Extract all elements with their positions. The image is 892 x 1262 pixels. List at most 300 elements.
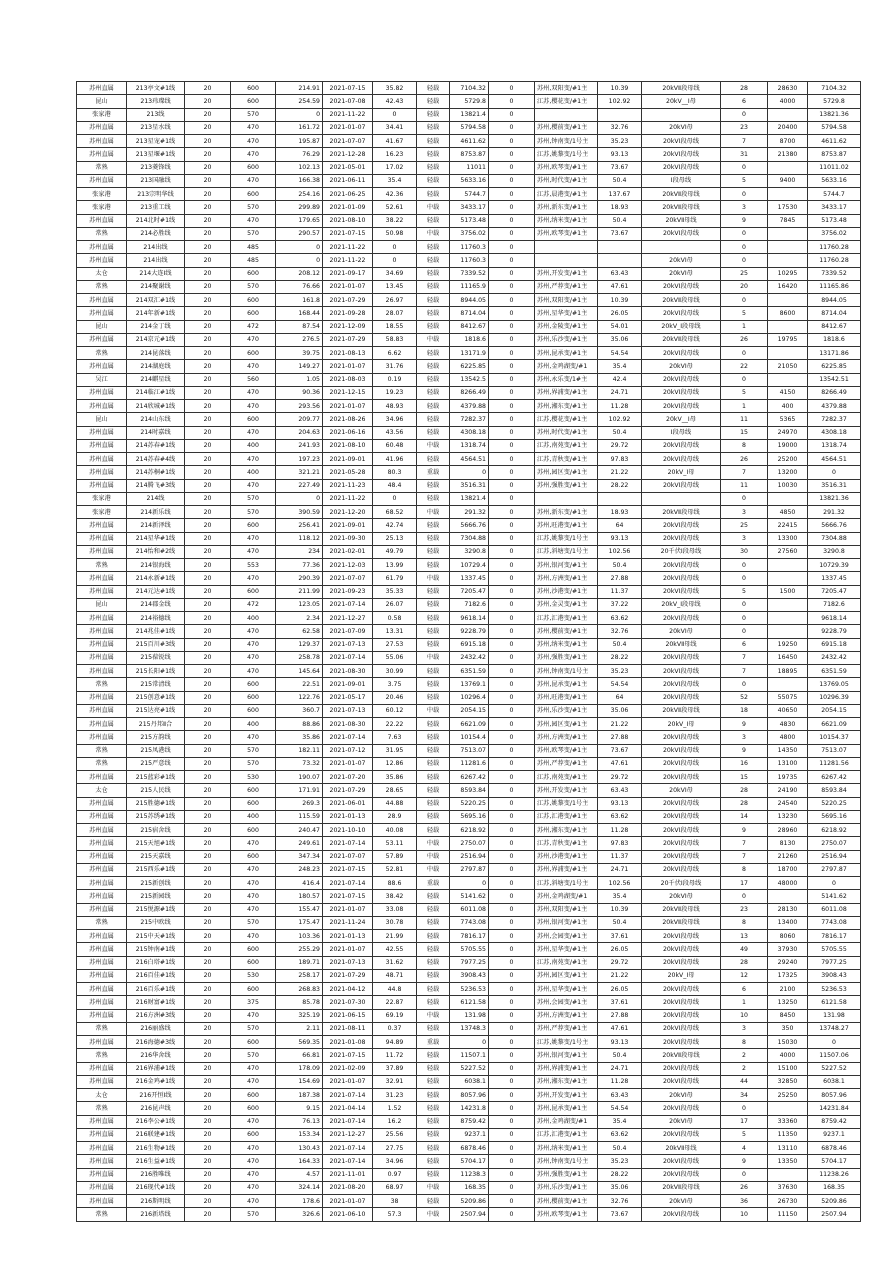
region-cell: 常熟	[77, 757, 127, 770]
overload-cell: 0	[489, 201, 535, 214]
substation-load-cell: 97.83	[598, 453, 642, 466]
user-capacity-cell: 10030	[768, 479, 808, 492]
date-cell: 2021-05-17	[323, 691, 373, 704]
voltage-cell: 20	[185, 691, 231, 704]
date-cell: 2021-01-07	[323, 943, 373, 956]
load-rate-cell: 31.95	[373, 744, 417, 757]
busbar-cell: 20kVⅡ段母线	[642, 1049, 721, 1062]
user-capacity-cell	[768, 347, 808, 360]
date-cell: 2021-12-27	[323, 612, 373, 625]
busbar-cell: 20kVⅡ段母线	[642, 188, 721, 201]
date-cell: 2021-08-10	[323, 439, 373, 452]
load-rate-cell: 50.98	[373, 227, 417, 240]
overload-cell: 0	[489, 506, 535, 519]
substation-cell: 苏州,沙港变/#1主	[535, 585, 598, 598]
available-cell: 2507.94	[808, 1208, 861, 1221]
table-row	[77, 82, 861, 95]
margin-cell: 7104.32	[450, 82, 489, 95]
line-name-cell: 216联建#1线	[127, 1128, 185, 1141]
busbar-cell: 20kVⅡ母线	[642, 214, 721, 227]
available-cell: 6915.18	[808, 638, 861, 651]
substation-cell: 苏州,新东变/#1主	[535, 201, 598, 214]
table-row	[77, 188, 861, 201]
count-cell: 3	[721, 1022, 768, 1035]
date-cell: 2021-08-13	[323, 347, 373, 360]
date-cell: 2021-04-12	[323, 983, 373, 996]
available-cell: 4308.18	[808, 426, 861, 439]
available-cell: 6878.46	[808, 1142, 861, 1155]
load-status-cell: 轻载	[417, 1075, 450, 1088]
busbar-cell: 20kVⅠ段母线	[642, 400, 721, 413]
line-name-cell: 216丽盛线	[127, 1022, 185, 1035]
voltage-cell: 20	[185, 280, 231, 293]
voltage-cell: 20	[185, 744, 231, 757]
voltage-cell: 20	[185, 638, 231, 651]
substation-cell: 苏州,纳米变/#1主	[535, 214, 598, 227]
margin-cell: 7182.6	[450, 598, 489, 611]
available-cell: 6351.59	[808, 665, 861, 678]
load-status-cell: 轻载	[417, 121, 450, 134]
overload-cell: 0	[489, 1168, 535, 1181]
load-rate-cell: 28.9	[373, 810, 417, 823]
substation-cell: 苏州,会园变/#1主	[535, 996, 598, 1009]
substation-cell: 苏州,金灵变/#1主	[535, 598, 598, 611]
table-row	[77, 983, 861, 996]
substation-load-cell: 50.4	[598, 214, 642, 227]
busbar-cell: 20千伏Ⅰ段母线	[642, 545, 721, 558]
substation-cell: 江苏,青秋变/#1主	[535, 837, 598, 850]
substation-cell: 苏州,界浦变/#1主	[535, 386, 598, 399]
user-capacity-cell: 19000	[768, 439, 808, 452]
available-cell: 5633.16	[808, 174, 861, 187]
margin-cell: 6878.46	[450, 1142, 489, 1155]
voltage-cell: 20	[185, 479, 231, 492]
capacity-cell: 400	[231, 439, 276, 452]
date-cell: 2021-01-09	[323, 201, 373, 214]
capacity-cell: 600	[231, 704, 276, 717]
count-cell: 26	[721, 1181, 768, 1194]
current-cell: 103.36	[276, 930, 323, 943]
substation-load-cell: 21.22	[598, 718, 642, 731]
table-row	[77, 373, 861, 386]
available-cell: 5141.62	[808, 890, 861, 903]
user-capacity-cell: 4000	[768, 1049, 808, 1062]
capacity-cell: 600	[231, 850, 276, 863]
substation-load-cell: 35.06	[598, 333, 642, 346]
table-row	[77, 916, 861, 929]
load-rate-cell: 34.41	[373, 121, 417, 134]
margin-cell: 10154.4	[450, 731, 489, 744]
load-rate-cell: 42.74	[373, 519, 417, 532]
line-name-cell: 216金鸡#1线	[127, 1075, 185, 1088]
region-cell: 苏州直属	[77, 307, 127, 320]
margin-cell: 11281.6	[450, 757, 489, 770]
table-row	[77, 161, 861, 174]
current-cell: 240.47	[276, 824, 323, 837]
overload-cell: 0	[489, 95, 535, 108]
table-row	[77, 439, 861, 452]
substation-load-cell: 63.62	[598, 810, 642, 823]
count-cell: 0	[721, 254, 768, 267]
line-name-cell: 213玮璨线	[127, 95, 185, 108]
load-rate-cell: 32.91	[373, 1075, 417, 1088]
current-cell: 293.56	[276, 400, 323, 413]
busbar-cell: 20kVⅡ段母线	[642, 82, 721, 95]
voltage-cell: 20	[185, 333, 231, 346]
current-cell: 360.7	[276, 704, 323, 717]
load-rate-cell: 42.36	[373, 188, 417, 201]
load-rate-cell: 60.48	[373, 439, 417, 452]
load-rate-cell: 0	[373, 492, 417, 505]
load-status-cell: 轻载	[417, 890, 450, 903]
voltage-cell: 20	[185, 1075, 231, 1088]
margin-cell: 14231.8	[450, 1102, 489, 1115]
count-cell: 8	[721, 916, 768, 929]
capacity-cell: 560	[231, 373, 276, 386]
load-rate-cell: 31.62	[373, 956, 417, 969]
busbar-cell: Ⅰ段母线	[642, 174, 721, 187]
substation-cell: 江苏,姚黎变/1号主	[535, 532, 598, 545]
available-cell: 14231.84	[808, 1102, 861, 1115]
margin-cell: 13821.4	[450, 108, 489, 121]
table-row	[77, 797, 861, 810]
available-cell: 0	[808, 466, 861, 479]
capacity-cell: 400	[231, 466, 276, 479]
busbar-cell: 20kVⅠ段母线	[642, 678, 721, 691]
substation-load-cell: 73.67	[598, 1208, 642, 1221]
load-status-cell: 重载	[417, 466, 450, 479]
date-cell: 2021-07-29	[323, 294, 373, 307]
substation-cell	[535, 492, 598, 505]
line-name-cell: 214新乐线	[127, 506, 185, 519]
load-rate-cell: 0.19	[373, 373, 417, 386]
margin-cell: 5666.76	[450, 519, 489, 532]
voltage-cell: 20	[185, 453, 231, 466]
load-status-cell: 轻载	[417, 916, 450, 929]
substation-cell: 苏州,星华变/#1主	[535, 943, 598, 956]
date-cell: 2021-09-28	[323, 307, 373, 320]
load-status-cell: 轻载	[417, 294, 450, 307]
region-cell: 苏州直属	[77, 386, 127, 399]
user-capacity-cell	[768, 678, 808, 691]
margin-cell: 5220.25	[450, 797, 489, 810]
date-cell: 2021-01-13	[323, 810, 373, 823]
user-capacity-cell	[768, 108, 808, 121]
user-capacity-cell: 7845	[768, 214, 808, 227]
user-capacity-cell: 17325	[768, 969, 808, 982]
capacity-cell: 470	[231, 651, 276, 664]
count-cell: 3	[721, 532, 768, 545]
voltage-cell: 20	[185, 466, 231, 479]
capacity-cell: 470	[231, 1155, 276, 1168]
current-cell: 324.14	[276, 1181, 323, 1194]
busbar-cell: 20kVⅡ母线	[642, 1142, 721, 1155]
margin-cell: 8759.42	[450, 1115, 489, 1128]
substation-cell: 江苏,樱花变/#1主	[535, 413, 598, 426]
substation-cell: 苏州,金鸡湖变/#1	[535, 360, 598, 373]
count-cell: 34	[721, 1089, 768, 1102]
substation-cell: 江苏,南苑变/#1主	[535, 956, 598, 969]
load-status-cell: 中载	[417, 439, 450, 452]
substation-load-cell: 63.43	[598, 267, 642, 280]
voltage-cell: 20	[185, 916, 231, 929]
capacity-cell: 470	[231, 1142, 276, 1155]
region-cell: 苏州直属	[77, 466, 127, 479]
current-cell: 299.89	[276, 201, 323, 214]
current-cell: 211.99	[276, 585, 323, 598]
available-cell: 3290.8	[808, 545, 861, 558]
load-status-cell: 轻载	[417, 386, 450, 399]
date-cell: 2021-11-22	[323, 108, 373, 121]
count-cell: 0	[721, 1102, 768, 1115]
region-cell: 苏州直属	[77, 996, 127, 1009]
line-name-cell: 215严意线	[127, 757, 185, 770]
line-name-cell: 216昆声线	[127, 1102, 185, 1115]
margin-cell: 5705.55	[450, 943, 489, 956]
region-cell: 苏州直属	[77, 983, 127, 996]
overload-cell: 0	[489, 347, 535, 360]
overload-cell: 0	[489, 466, 535, 479]
line-name-cell: 213亭文#1线	[127, 82, 185, 95]
user-capacity-cell: 16450	[768, 651, 808, 664]
substation-cell: 苏州,界浦变/#1主	[535, 863, 598, 876]
busbar-cell: 20kVⅠ段母线	[642, 691, 721, 704]
user-capacity-cell: 21260	[768, 850, 808, 863]
user-capacity-cell: 8450	[768, 1009, 808, 1022]
load-rate-cell: 57.3	[373, 1208, 417, 1221]
date-cell: 2021-06-10	[323, 1208, 373, 1221]
substation-cell: 苏州,沙港变/#1主	[535, 850, 598, 863]
table-row	[77, 863, 861, 876]
load-rate-cell: 26.07	[373, 598, 417, 611]
capacity-cell: 470	[231, 148, 276, 161]
table-row	[77, 824, 861, 837]
margin-cell: 7743.08	[450, 916, 489, 929]
current-cell: 66.81	[276, 1049, 323, 1062]
load-status-cell: 轻载	[417, 108, 450, 121]
current-cell: 9.15	[276, 1102, 323, 1115]
region-cell: 苏州直属	[77, 1181, 127, 1194]
line-name-cell: 215凤港线	[127, 744, 185, 757]
available-cell: 8057.96	[808, 1089, 861, 1102]
substation-cell: 苏州,银河变/#1主	[535, 1049, 598, 1062]
current-cell: 0	[276, 241, 323, 254]
margin-cell: 8593.84	[450, 784, 489, 797]
overload-cell: 0	[489, 227, 535, 240]
voltage-cell: 20	[185, 943, 231, 956]
substation-load-cell: 10.39	[598, 903, 642, 916]
load-status-cell: 轻载	[417, 545, 450, 558]
count-cell: 7	[721, 837, 768, 850]
region-cell: 张家港	[77, 492, 127, 505]
count-cell: 5	[721, 1128, 768, 1141]
load-rate-cell: 13.99	[373, 559, 417, 572]
line-name-cell: 216财富#1线	[127, 996, 185, 1009]
substation-load-cell: 29.72	[598, 771, 642, 784]
load-rate-cell: 60.12	[373, 704, 417, 717]
available-cell: 4379.88	[808, 400, 861, 413]
margin-cell: 11238.3	[450, 1168, 489, 1181]
count-cell: 11	[721, 479, 768, 492]
margin-cell: 7977.25	[450, 956, 489, 969]
load-status-cell: 中载	[417, 201, 450, 214]
date-cell: 2021-07-29	[323, 784, 373, 797]
margin-cell: 4564.51	[450, 453, 489, 466]
count-cell: 0	[721, 890, 768, 903]
region-cell: 苏州直属	[77, 1075, 127, 1088]
available-cell: 6011.08	[808, 903, 861, 916]
overload-cell: 0	[489, 559, 535, 572]
region-cell: 苏州直属	[77, 691, 127, 704]
margin-cell: 3433.17	[450, 201, 489, 214]
count-cell: 5	[721, 174, 768, 187]
capacity-cell: 470	[231, 360, 276, 373]
substation-cell: 江苏,南苑变/#1主	[535, 771, 598, 784]
count-cell: 23	[721, 121, 768, 134]
user-capacity-cell: 48000	[768, 877, 808, 890]
substation-cell: 江苏,汇港变/#1主	[535, 1128, 598, 1141]
voltage-cell: 20	[185, 241, 231, 254]
overload-cell: 0	[489, 797, 535, 810]
count-cell: 36	[721, 1195, 768, 1208]
line-name-cell: 216斯明线	[127, 1195, 185, 1208]
load-rate-cell: 0	[373, 241, 417, 254]
line-name-cell: 213星堰#1线	[127, 148, 185, 161]
load-status-cell: 中载	[417, 651, 450, 664]
line-name-cell: 216生益#1线	[127, 1155, 185, 1168]
substation-cell: 江苏,姚黎变/1号主	[535, 148, 598, 161]
current-cell: 129.37	[276, 638, 323, 651]
voltage-cell: 20	[185, 82, 231, 95]
overload-cell: 0	[489, 373, 535, 386]
user-capacity-cell: 10295	[768, 267, 808, 280]
overload-cell: 0	[489, 877, 535, 890]
count-cell: 7	[721, 850, 768, 863]
user-capacity-cell: 350	[768, 1022, 808, 1035]
load-status-cell: 中载	[417, 506, 450, 519]
region-cell: 苏州直属	[77, 545, 127, 558]
margin-cell: 6225.85	[450, 360, 489, 373]
substation-cell: 苏州,钟南变/1号主	[535, 135, 598, 148]
table-row	[77, 969, 861, 982]
user-capacity-cell	[768, 320, 808, 333]
user-capacity-cell	[768, 492, 808, 505]
overload-cell: 0	[489, 810, 535, 823]
overload-cell: 0	[489, 294, 535, 307]
load-rate-cell: 11.72	[373, 1049, 417, 1062]
current-cell: 153.34	[276, 1128, 323, 1141]
substation-cell: 苏州,会园变/#1主	[535, 930, 598, 943]
load-status-cell: 重载	[417, 877, 450, 890]
busbar-cell: 20kVⅠ段母线	[642, 956, 721, 969]
substation-load-cell: 32.76	[598, 121, 642, 134]
count-cell: 6	[721, 983, 768, 996]
busbar-cell: 20kVⅠ母	[642, 254, 721, 267]
current-cell: 290.57	[276, 227, 323, 240]
count-cell: 28	[721, 784, 768, 797]
user-capacity-cell	[768, 294, 808, 307]
user-capacity-cell	[768, 612, 808, 625]
count-cell: 4	[721, 1142, 768, 1155]
load-status-cell: 轻载	[417, 943, 450, 956]
user-capacity-cell: 4850	[768, 506, 808, 519]
voltage-cell: 20	[185, 625, 231, 638]
table-row	[77, 241, 861, 254]
available-cell: 3433.17	[808, 201, 861, 214]
margin-cell: 11760.3	[450, 241, 489, 254]
table-row	[77, 201, 861, 214]
table-row	[77, 678, 861, 691]
substation-cell: 苏州,新东变/#1主	[535, 506, 598, 519]
busbar-cell: 20kVⅠ段母线	[642, 347, 721, 360]
capacity-cell: 375	[231, 996, 276, 1009]
busbar-cell: 20kVⅠ段母线	[642, 559, 721, 572]
capacity-cell: 470	[231, 214, 276, 227]
load-status-cell: 轻载	[417, 426, 450, 439]
current-cell: 187.38	[276, 1089, 323, 1102]
date-cell: 2021-09-01	[323, 519, 373, 532]
overload-cell: 0	[489, 214, 535, 227]
available-cell: 2054.15	[808, 704, 861, 717]
count-cell: 23	[721, 903, 768, 916]
busbar-cell: 20kVⅠ段母线	[642, 651, 721, 664]
substation-cell: 苏州,纳米变/#1主	[535, 1142, 598, 1155]
load-status-cell: 轻载	[417, 161, 450, 174]
count-cell: 0	[721, 559, 768, 572]
line-name-cell: 214永新#1线	[127, 572, 185, 585]
user-capacity-cell: 8700	[768, 135, 808, 148]
line-name-cell: 214怡和#2线	[127, 545, 185, 558]
voltage-cell: 20	[185, 267, 231, 280]
region-cell: 苏州直属	[77, 638, 127, 651]
load-rate-cell: 20.46	[373, 691, 417, 704]
overload-cell: 0	[489, 956, 535, 969]
overload-cell: 0	[489, 731, 535, 744]
busbar-cell	[642, 108, 721, 121]
margin-cell: 9228.79	[450, 625, 489, 638]
substation-load-cell: 47.61	[598, 757, 642, 770]
overload-cell: 0	[489, 638, 535, 651]
load-rate-cell: 52.61	[373, 201, 417, 214]
overload-cell: 0	[489, 850, 535, 863]
available-cell: 5220.25	[808, 797, 861, 810]
busbar-cell: 20kVⅡ段母线	[642, 1181, 721, 1194]
busbar-cell: 20kVⅠ段母线	[642, 797, 721, 810]
substation-cell: 苏州,欧琴变/#1主	[535, 161, 598, 174]
voltage-cell: 20	[185, 1142, 231, 1155]
available-cell: 7339.52	[808, 267, 861, 280]
available-cell: 10296.39	[808, 691, 861, 704]
feeder-load-table	[76, 81, 861, 1222]
date-cell: 2021-09-01	[323, 453, 373, 466]
overload-cell: 0	[489, 1115, 535, 1128]
overload-cell: 0	[489, 585, 535, 598]
line-name-cell: 216现代#1线	[127, 1181, 185, 1194]
busbar-cell: 20kVⅠ段母线	[642, 585, 721, 598]
voltage-cell: 20	[185, 837, 231, 850]
substation-cell: 苏州,开发变/#1主	[535, 784, 598, 797]
capacity-cell: 470	[231, 877, 276, 890]
region-cell: 吴江	[77, 373, 127, 386]
voltage-cell: 20	[185, 439, 231, 452]
margin-cell: 0	[450, 1036, 489, 1049]
overload-cell: 0	[489, 996, 535, 1009]
user-capacity-cell: 19795	[768, 333, 808, 346]
overload-cell: 0	[489, 718, 535, 731]
margin-cell: 5227.52	[450, 1062, 489, 1075]
count-cell: 6	[721, 638, 768, 651]
substation-cell: 苏州,强胜变/#1主	[535, 479, 598, 492]
